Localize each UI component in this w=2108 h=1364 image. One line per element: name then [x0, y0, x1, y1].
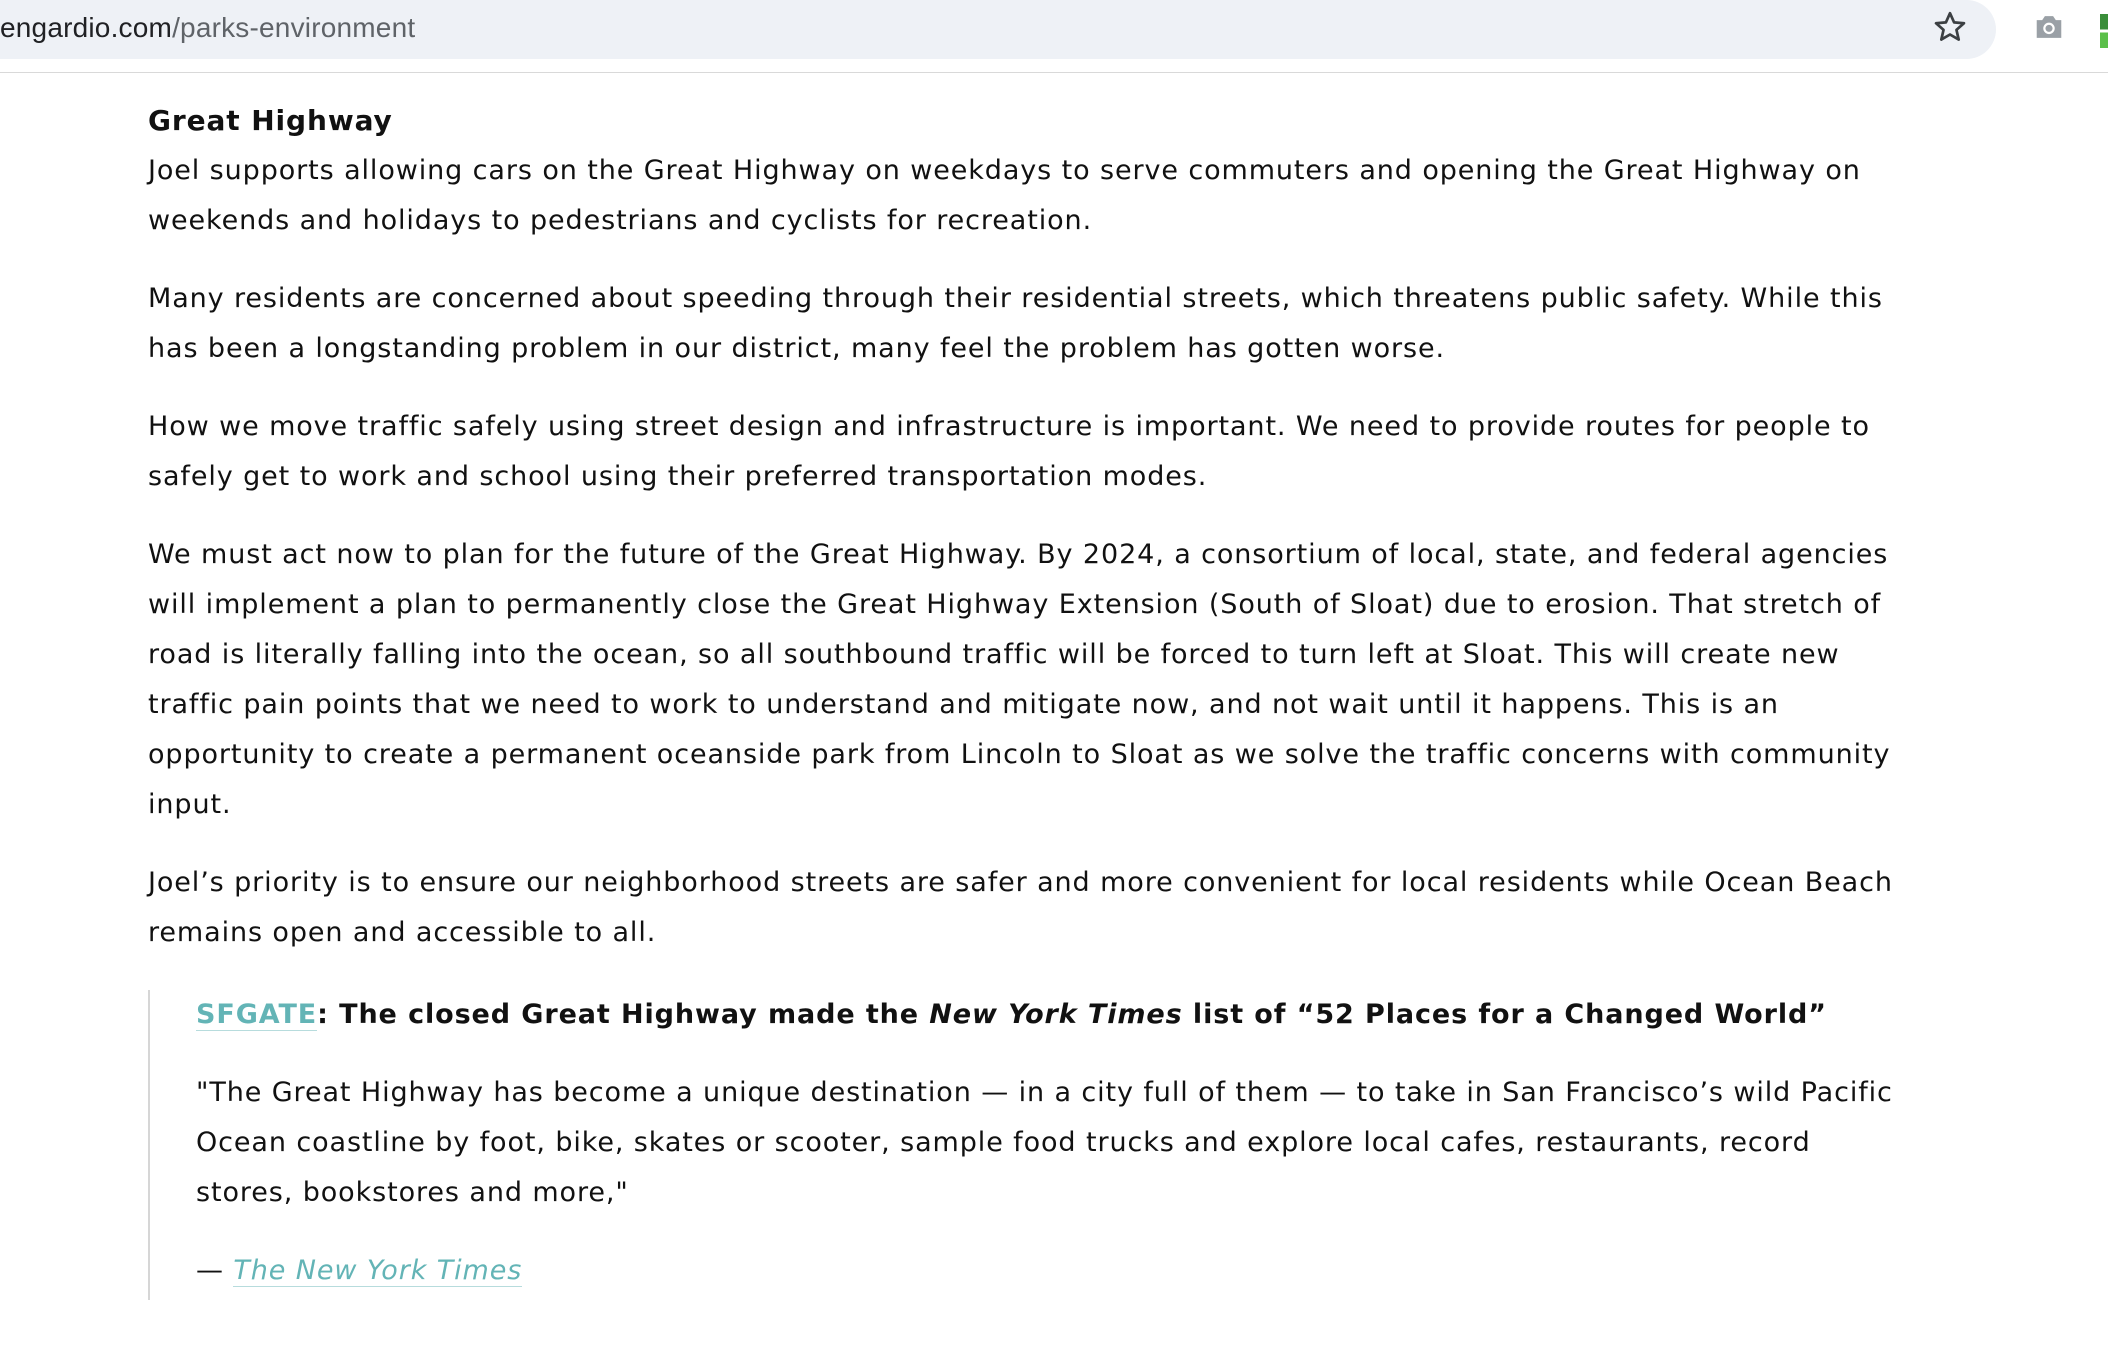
browser-address-bar — [0, 0, 2108, 73]
url-field[interactable] — [0, 0, 1996, 59]
quote-attribution — [196, 1246, 1916, 1296]
nyt-link[interactable]: The New York Times — [233, 1255, 523, 1286]
paragraph-speeding: Many residents are concerned about speeding through their residential streets, which threatens public safety. While this has been a longstanding problem in our district, many feel the problem has gotten worse. — [148, 283, 1883, 364]
sfgate-link[interactable]: SFGATE — [196, 999, 318, 1030]
url-text[interactable] — [0, 8, 415, 48]
paragraph-future-plan: We must act now to plan for the future of the Great Highway. By 2024, a consortium of local, state, and federal agencies will implement a plan to permanently close the Great Highway Extension (South of Sloat) due to erosion. That stretch of road is literally falling into the ocean, so all southbound traffic will be forced to turn left at Sloat. This will create new traffic pain points that we need to work to understand and mitigate now, and not wait until it happens. This is an opportunity to create a permanent oceanside park from Lincoln to Sloat as we solve the traffic concerns with community input. — [148, 539, 1891, 820]
blockquote — [148, 990, 1920, 1300]
url-domain: engardio.com — [0, 12, 173, 43]
paragraph-priority: Joel’s priority is to ensure our neighborhood streets are safer and more convenient for local residents while Ocean Beach remains open and accessible to all. — [148, 867, 1893, 948]
quote-title — [196, 990, 1916, 1040]
section-heading: Great Highway — [148, 104, 393, 137]
extension-icon[interactable] — [2100, 14, 2108, 48]
attribution-dash: — — [196, 1255, 234, 1286]
camera-icon[interactable] — [2032, 12, 2066, 42]
star-icon[interactable] — [1932, 9, 1968, 45]
quote-title-italic: New York Times — [929, 999, 1183, 1030]
quote-title-text-1: : The closed Great Highway made the — [317, 999, 930, 1030]
paragraph-traffic-safety: How we move traffic safely using street design and infrastructure is important. We need to provide routes for people to safely get to work and school using their preferred transportation modes. — [148, 411, 1870, 492]
url-path: /parks-environment — [172, 12, 416, 43]
article-content — [148, 96, 1908, 986]
paragraph-weekday-cars: Joel supports allowing cars on the Great Highway on weekdays to serve commuters and opening the Great Highway on weekends and holidays to pedestrians and cyclists for recreation. — [148, 155, 1861, 236]
quote-body: "The Great Highway has become a unique destination — in a city full of them — to take in San Francisco’s wild Pacific Ocean coastline by foot, bike, skates or scooter, sample food trucks and explore local cafes, restaurants, record stores, bookstores and more," — [196, 1077, 1893, 1208]
quote-title-text-2: list of “52 Places for a Changed World” — [1182, 999, 1827, 1030]
